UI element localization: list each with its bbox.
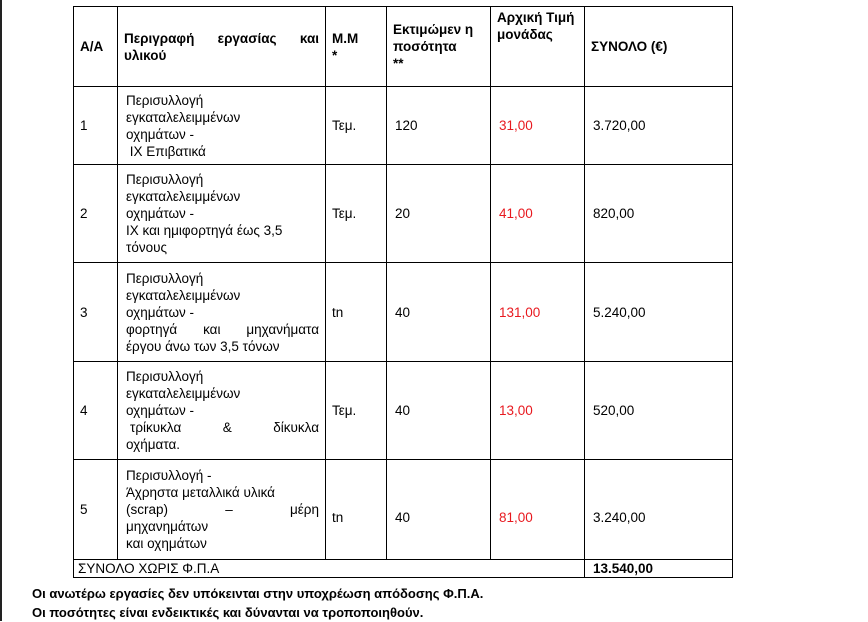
cell-quantity: 120 bbox=[387, 87, 491, 165]
table-header-row bbox=[74, 7, 733, 87]
cell-unit: Τεμ. bbox=[326, 165, 387, 263]
cell-unit: Τεμ. bbox=[326, 362, 387, 460]
desc-line: οχημάτων - bbox=[126, 403, 195, 418]
desc-line: Άχρηστα μεταλλικά υλικά bbox=[126, 485, 275, 500]
header-description: Περιγραφή εργασίας και υλικού bbox=[118, 7, 326, 87]
header-unit-price: Αρχική Τιμή μονάδας bbox=[491, 7, 585, 87]
table-row bbox=[74, 263, 733, 362]
cell-total: 820,00 bbox=[585, 165, 733, 263]
desc-line: Περισυλλογή bbox=[126, 270, 204, 286]
cell-unit: Τεμ. bbox=[326, 87, 387, 165]
desc-line: οχημάτων - bbox=[126, 304, 195, 320]
table-row bbox=[74, 362, 733, 460]
desc-line: ΙΧ και ημιφορτηγά έως 3,5 bbox=[126, 223, 283, 238]
header-total: ΣΥΝΟΛΟ (€) bbox=[585, 7, 733, 87]
desc-line: έργου άνω των 3,5 τόνων bbox=[126, 338, 280, 354]
desc-line: εγκαταλελειμμένων bbox=[126, 189, 241, 204]
cell-unit-price: 131,00 bbox=[491, 263, 585, 362]
desc-line: ΙΧ Επιβατικά bbox=[126, 143, 206, 159]
header-aa: Α/Α bbox=[74, 7, 118, 87]
cell-aa: 2 bbox=[74, 165, 118, 263]
desc-line: (scrap) – μέρη bbox=[126, 502, 319, 517]
cell-unit-price: 13,00 bbox=[491, 362, 585, 460]
cell-total: 5.240,00 bbox=[585, 263, 733, 362]
cell-aa: 4 bbox=[74, 362, 118, 460]
desc-line: Περισυλλογή bbox=[126, 369, 204, 384]
header-unit bbox=[326, 7, 387, 87]
desc-line: τόνους bbox=[126, 240, 167, 255]
cell-quantity: 20 bbox=[387, 165, 491, 263]
cell-quantity: 40 bbox=[387, 460, 491, 560]
table-row bbox=[74, 87, 733, 165]
total-value: 13.540,00 bbox=[585, 560, 733, 578]
desc-line: Περισυλλογή - bbox=[126, 468, 212, 483]
cell-aa: 1 bbox=[74, 87, 118, 165]
desc-line: οχημάτων - bbox=[126, 206, 195, 221]
header-unit-label: Μ.Μ bbox=[332, 30, 359, 46]
cell-total: 3.240,00 bbox=[585, 460, 733, 560]
cell-aa: 5 bbox=[74, 460, 118, 560]
cell-total: 520,00 bbox=[585, 362, 733, 460]
cell-description bbox=[118, 362, 326, 460]
header-quantity-mark: ** bbox=[393, 56, 404, 71]
notes bbox=[32, 584, 483, 622]
desc-line: τρίκυκλα & δίκυκλα bbox=[130, 420, 319, 435]
cell-aa: 3 bbox=[74, 263, 118, 362]
table-row bbox=[74, 165, 733, 263]
page-left-edge bbox=[0, 0, 2, 621]
total-row bbox=[74, 560, 733, 578]
cell-quantity: 40 bbox=[387, 263, 491, 362]
cell-description bbox=[118, 263, 326, 362]
cell-description bbox=[118, 460, 326, 560]
cell-unit: tn bbox=[326, 460, 387, 560]
cell-unit-price: 31,00 bbox=[491, 87, 585, 165]
desc-line: και οχημάτων bbox=[126, 536, 207, 551]
cell-description bbox=[118, 87, 326, 165]
header-unit-mark: * bbox=[332, 47, 338, 63]
cell-unit-price: 81,00 bbox=[491, 460, 585, 560]
cell-quantity: 40 bbox=[387, 362, 491, 460]
header-quantity bbox=[387, 7, 491, 87]
desc-line: μηχανημάτων bbox=[126, 519, 209, 534]
desc-line: οχημάτων - bbox=[126, 126, 195, 142]
cell-total: 3.720,00 bbox=[585, 87, 733, 165]
cell-unit: tn bbox=[326, 263, 387, 362]
desc-line: εγκαταλελειμμένων bbox=[126, 287, 241, 303]
desc-line: Περισυλλογή bbox=[126, 172, 204, 187]
desc-line: εγκαταλελειμμένων bbox=[126, 109, 241, 125]
note-vat: Οι ανωτέρω εργασίες δεν υπόκεινται στην υποχρέωση απόδοσης Φ.Π.Α. bbox=[32, 586, 484, 601]
table-row bbox=[74, 460, 733, 560]
cost-table bbox=[73, 6, 733, 578]
header-quantity-label: Εκτιμώμεν η ποσότητα bbox=[393, 22, 474, 54]
total-label: ΣΥΝΟΛΟ ΧΩΡΙΣ Φ.Π.Α bbox=[74, 560, 585, 578]
desc-line: Περισυλλογή bbox=[126, 92, 204, 108]
cell-description bbox=[118, 165, 326, 263]
desc-line: φορτηγά και μηχανήματα bbox=[126, 321, 319, 337]
cell-unit-price: 41,00 bbox=[491, 165, 585, 263]
desc-line: εγκαταλελειμμένων bbox=[126, 386, 241, 401]
note-quantities: Οι ποσότητες είναι ενδεικτικές και δύνανται να τροποποιηθούν. bbox=[32, 605, 424, 620]
desc-line: οχήματα. bbox=[126, 437, 181, 452]
